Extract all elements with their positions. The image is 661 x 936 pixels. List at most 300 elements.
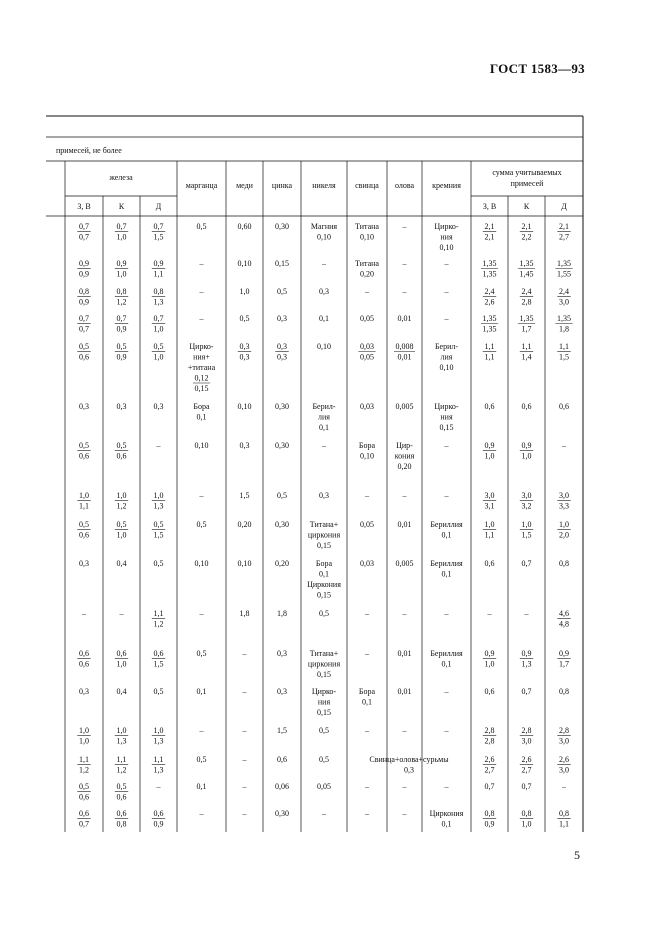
cell-value: 0,005 bbox=[395, 559, 414, 568]
fraction-denominator: 1,0 bbox=[153, 352, 164, 362]
cell-value: Цирко- bbox=[434, 402, 459, 411]
fraction-numerator: 0,3 bbox=[277, 342, 287, 351]
fraction-numerator: 2,8 bbox=[521, 726, 532, 735]
fraction-numerator: 0,5 bbox=[79, 782, 89, 791]
cell-value: 0,6 bbox=[484, 402, 495, 411]
cell-value: – bbox=[402, 222, 407, 231]
fraction-numerator: 2,6 bbox=[559, 755, 569, 764]
cell-value: 0,4 bbox=[116, 559, 127, 568]
fraction-numerator: 1,0 bbox=[79, 726, 89, 735]
fraction-numerator: 0,5 bbox=[116, 520, 127, 529]
cell-value: 0,20 bbox=[275, 559, 289, 568]
cell-value: – bbox=[402, 491, 407, 500]
cell-value: – bbox=[562, 441, 566, 450]
fraction-denominator: 2,6 bbox=[484, 297, 495, 307]
fraction-denominator: 1,2 bbox=[153, 619, 164, 629]
fraction-denominator: 1,5 bbox=[559, 352, 569, 362]
fraction-denominator: 0,9 bbox=[116, 324, 127, 334]
cell-value: 0,15 bbox=[317, 670, 331, 679]
cell-value: 0,10 bbox=[237, 559, 252, 568]
fraction-numerator: 0,6 bbox=[116, 649, 127, 658]
cell-value: – bbox=[444, 259, 449, 268]
cell-value: 0,15 bbox=[317, 590, 331, 600]
fraction-denominator: 4,8 bbox=[559, 619, 569, 629]
cell-value: 0,1 bbox=[441, 819, 452, 829]
fraction-denominator: 0,9 bbox=[116, 352, 127, 362]
fraction-numerator: 0,8 bbox=[79, 287, 89, 296]
column-header-copper: меди bbox=[236, 181, 253, 190]
fraction-numerator: 2,4 bbox=[484, 287, 495, 296]
fraction-numerator: 0,5 bbox=[153, 342, 164, 351]
fraction-numerator: 2,1 bbox=[521, 222, 532, 231]
cell-value: Цирко- bbox=[189, 342, 214, 351]
fraction-numerator: 0,6 bbox=[79, 809, 89, 818]
fraction-denominator: 1,8 bbox=[559, 324, 569, 334]
fraction-numerator: 1,35 bbox=[519, 259, 534, 268]
fraction-numerator: 0,8 bbox=[484, 809, 495, 818]
fraction-numerator: 1,0 bbox=[559, 520, 569, 529]
cell-value: – bbox=[402, 259, 407, 268]
cell-value: ния bbox=[317, 697, 331, 707]
fraction-denominator: 1,0 bbox=[116, 269, 127, 279]
fraction-denominator: 1,3 bbox=[153, 736, 164, 746]
fraction-numerator: 0,12 bbox=[194, 373, 209, 383]
fraction-numerator: 0,9 bbox=[521, 441, 532, 450]
fraction-denominator: 1,0 bbox=[484, 659, 495, 669]
cell-value: 0,10 bbox=[439, 363, 454, 372]
fraction-denominator: 1,5 bbox=[521, 530, 532, 540]
cell-value: – bbox=[444, 287, 449, 296]
cell-value: 0,20 bbox=[360, 269, 374, 279]
cell-value: 0,05 bbox=[360, 314, 374, 323]
cell-value: 0,03 bbox=[360, 559, 374, 568]
cell-value: – bbox=[242, 687, 247, 696]
cell-value: Свинца+олова+сурьмы bbox=[369, 755, 449, 764]
cell-value: +титана bbox=[187, 363, 216, 372]
cell-value: – bbox=[444, 609, 449, 618]
cell-value: 0,3 bbox=[79, 687, 89, 696]
fraction-denominator: 3,0 bbox=[559, 736, 569, 746]
cell-value: 1,8 bbox=[277, 609, 287, 618]
cell-value: 0,01 bbox=[397, 520, 412, 529]
cell-value: 0,6 bbox=[484, 559, 495, 568]
fraction-denominator: 0,9 bbox=[153, 819, 164, 829]
fraction-numerator: 0,5 bbox=[79, 441, 89, 450]
fraction-denominator: 0,6 bbox=[79, 451, 89, 461]
column-header-nickel: никеля bbox=[312, 181, 336, 190]
cell-value: ния+ bbox=[193, 352, 210, 362]
sum-group-header: сумма учитываемых bbox=[492, 168, 562, 177]
cell-value: 0,5 bbox=[239, 314, 250, 323]
cell-value: 0,10 bbox=[317, 342, 331, 351]
fraction-denominator: 1,3 bbox=[521, 659, 532, 669]
cell-value: 0,7 bbox=[521, 782, 532, 791]
fraction-numerator: 2,1 bbox=[559, 222, 569, 231]
cell-value: – bbox=[365, 649, 369, 658]
cell-value: 0,30 bbox=[275, 222, 289, 231]
cell-value: 0,5 bbox=[196, 520, 207, 529]
cell-value: – bbox=[402, 782, 407, 791]
cell-value: Циркония bbox=[307, 580, 341, 589]
fraction-denominator: 1,55 bbox=[557, 269, 571, 279]
impurity-caption: примесей, не более bbox=[56, 146, 122, 155]
cell-value: – bbox=[444, 782, 449, 791]
fraction-denominator: 3,0 bbox=[559, 297, 569, 307]
fraction-denominator: 0,9 bbox=[79, 297, 89, 307]
fraction-denominator: 2,7 bbox=[559, 232, 569, 242]
cell-value: – bbox=[199, 726, 204, 735]
fraction-numerator: 4,6 bbox=[559, 609, 569, 618]
cell-value: 0,6 bbox=[559, 402, 569, 411]
cell-value: 0,3 bbox=[79, 559, 89, 568]
cell-value: 0,10 bbox=[439, 243, 454, 252]
fraction-numerator: 3,0 bbox=[484, 491, 495, 500]
fraction-denominator: 1,0 bbox=[153, 324, 164, 334]
fraction-numerator: 1,1 bbox=[153, 755, 164, 764]
cell-value: – bbox=[322, 259, 326, 268]
cell-value: 0,3 bbox=[153, 402, 164, 411]
cell-value: Цир- bbox=[396, 441, 413, 450]
fraction-numerator: 0,6 bbox=[153, 649, 164, 658]
fraction-denominator: 0,8 bbox=[116, 819, 127, 829]
cell-value: 0,03 bbox=[360, 402, 374, 411]
cell-value: – bbox=[199, 287, 204, 296]
cell-value: циркония bbox=[307, 659, 341, 669]
fraction-denominator: 1,0 bbox=[521, 819, 532, 829]
cell-value: циркония bbox=[307, 530, 341, 540]
fraction-numerator: 2,8 bbox=[559, 726, 569, 735]
fraction-numerator: 1,0 bbox=[116, 726, 127, 735]
fraction-numerator: 1,35 bbox=[482, 314, 497, 323]
cell-value: 0,30 bbox=[275, 809, 289, 818]
column-header-zinc: цинка bbox=[271, 181, 293, 190]
cell-value: – bbox=[199, 609, 204, 618]
cell-value: – bbox=[444, 314, 449, 323]
cell-value: 0,5 bbox=[196, 649, 207, 658]
fraction-denominator: 1,2 bbox=[116, 297, 127, 307]
fraction-denominator: 0,6 bbox=[79, 659, 89, 669]
cell-value: 0,15 bbox=[317, 541, 331, 550]
fraction-denominator: 0,9 bbox=[79, 269, 89, 279]
cell-value: 0,3 bbox=[116, 402, 127, 411]
fraction-denominator: 0,6 bbox=[79, 352, 89, 362]
cell-value: 0,1 bbox=[441, 569, 452, 579]
cell-value: – bbox=[199, 491, 204, 500]
fraction-denominator: 1,1 bbox=[484, 352, 495, 362]
cell-value: 0,5 bbox=[196, 222, 207, 231]
fraction-denominator: 1,3 bbox=[153, 765, 164, 775]
fraction-numerator: 0,9 bbox=[521, 649, 532, 658]
cell-value: – bbox=[444, 491, 449, 500]
cell-value: – bbox=[444, 726, 449, 735]
fraction-numerator: 0,5 bbox=[79, 520, 89, 529]
fraction-denominator: 0,6 bbox=[116, 792, 127, 802]
cell-value: Бора bbox=[358, 687, 376, 696]
cell-value: – bbox=[402, 287, 407, 296]
fraction-denominator: 2,1 bbox=[484, 232, 495, 242]
fraction-numerator: 2,1 bbox=[484, 222, 495, 231]
fraction-numerator: 1,1 bbox=[521, 342, 532, 351]
cell-value: 0,30 bbox=[275, 402, 289, 411]
cell-value: 0,01 bbox=[397, 687, 412, 696]
fraction-numerator: 0,9 bbox=[79, 259, 89, 268]
cell-value: 0,3 bbox=[319, 491, 329, 500]
fraction-numerator: 0,5 bbox=[116, 782, 127, 791]
fraction-denominator: 1,0 bbox=[116, 232, 127, 242]
cell-value: – bbox=[524, 609, 529, 618]
cell-value: 0,10 bbox=[360, 232, 374, 242]
fraction-numerator: 0,7 bbox=[79, 314, 89, 323]
document-code: ГОСТ 1583—93 bbox=[489, 61, 585, 76]
fraction-numerator: 0,7 bbox=[153, 314, 164, 323]
fraction-denominator: 1,2 bbox=[79, 765, 89, 775]
fraction-denominator: 0,7 bbox=[79, 324, 89, 334]
cell-value: 0,15 bbox=[275, 259, 289, 268]
cell-value: – bbox=[156, 782, 161, 791]
column-header-tin: олова bbox=[394, 181, 415, 190]
fraction-numerator: 3,0 bbox=[559, 491, 569, 500]
fraction-numerator: 1,0 bbox=[521, 520, 532, 529]
fraction-denominator: 1,35 bbox=[482, 269, 497, 279]
cell-value: 0,6 bbox=[277, 755, 287, 764]
fraction-denominator: 1,3 bbox=[153, 297, 164, 307]
cell-value: Бериллия bbox=[430, 520, 463, 529]
cell-value: 0,06 bbox=[275, 782, 289, 791]
fraction-denominator: 1,4 bbox=[521, 352, 532, 362]
fraction-numerator: 1,0 bbox=[153, 491, 164, 500]
cell-value: – bbox=[444, 441, 449, 450]
fraction-denominator: 3,1 bbox=[484, 501, 495, 511]
cell-value: ния bbox=[440, 412, 453, 422]
fraction-denominator: 1,0 bbox=[116, 659, 127, 669]
fraction-numerator: 0,03 bbox=[360, 342, 374, 351]
cell-value: ния bbox=[440, 232, 453, 242]
cell-value: 0,1 bbox=[441, 659, 452, 669]
cell-value: 0,1 bbox=[196, 687, 207, 696]
fraction-numerator: 3,0 bbox=[521, 491, 532, 500]
fraction-numerator: 1,0 bbox=[79, 491, 89, 500]
fraction-numerator: 1,1 bbox=[153, 609, 164, 618]
iron-subcol-header: К bbox=[118, 202, 125, 211]
cell-value: 0,6 bbox=[521, 402, 532, 411]
cell-value: – bbox=[156, 441, 161, 450]
fraction-denominator: 0,6 bbox=[79, 530, 89, 540]
fraction-denominator: 0,7 bbox=[79, 232, 89, 242]
fraction-numerator: 0,5 bbox=[79, 342, 89, 351]
fraction-denominator: 3,0 bbox=[559, 765, 569, 775]
fraction-numerator: 0,008 bbox=[395, 342, 414, 351]
fraction-numerator: 2,4 bbox=[521, 287, 532, 296]
sum-subcol-header: З, В bbox=[482, 202, 497, 211]
cell-value: 0,3 bbox=[277, 314, 287, 323]
fraction-numerator: 0,8 bbox=[559, 809, 569, 818]
iron-group-header: железа bbox=[109, 173, 133, 182]
cell-value: Бора bbox=[193, 402, 210, 411]
cell-value: – bbox=[242, 649, 247, 658]
fraction-denominator: 0,3 bbox=[277, 352, 287, 362]
cell-value: – bbox=[487, 609, 492, 618]
cell-value: 0,5 bbox=[196, 755, 207, 764]
fraction-denominator: 1,0 bbox=[116, 530, 127, 540]
fraction-numerator: 1,1 bbox=[116, 755, 127, 764]
fraction-numerator: 0,7 bbox=[116, 314, 127, 323]
fraction-numerator: 2,6 bbox=[521, 755, 532, 764]
cell-value: 0,10 bbox=[360, 451, 374, 461]
fraction-denominator: 0,9 bbox=[484, 819, 495, 829]
cell-value: 0,3 bbox=[79, 402, 89, 411]
cell-value: 0,3 bbox=[319, 287, 329, 296]
cell-value: – bbox=[365, 287, 369, 296]
cell-value: 0,6 bbox=[484, 687, 495, 696]
cell-value: 0,5 bbox=[277, 287, 287, 296]
column-header-silicon: кремния bbox=[432, 181, 461, 190]
cell-value: – bbox=[322, 809, 326, 818]
cell-value: 0,05 bbox=[360, 520, 374, 529]
fraction-denominator: 1,45 bbox=[519, 269, 534, 279]
sum-subcol-header: Д bbox=[561, 202, 567, 211]
cell-value: 1,5 bbox=[239, 491, 250, 500]
cell-value: Бора bbox=[358, 441, 376, 450]
fraction-denominator: 1,2 bbox=[116, 765, 127, 775]
fraction-numerator: 0,8 bbox=[116, 287, 127, 296]
fraction-denominator: 2,8 bbox=[521, 297, 532, 307]
fraction-denominator: 0,7 bbox=[79, 819, 89, 829]
fraction-numerator: 0,6 bbox=[79, 649, 89, 658]
fraction-numerator: 1,1 bbox=[79, 755, 89, 764]
fraction-numerator: 0,9 bbox=[559, 649, 569, 658]
cell-value: 0,3 bbox=[404, 765, 414, 775]
cell-value: – bbox=[199, 809, 204, 818]
fraction-numerator: 0,7 bbox=[153, 222, 164, 231]
cell-value: 0,20 bbox=[237, 520, 252, 529]
fraction-denominator: 3,2 bbox=[521, 501, 532, 511]
cell-value: Берил- bbox=[312, 402, 336, 411]
column-header-lead: свинца bbox=[355, 181, 379, 190]
cell-value: 1,0 bbox=[239, 287, 250, 296]
fraction-numerator: 1,35 bbox=[519, 314, 534, 323]
cell-value: 0,7 bbox=[484, 782, 495, 791]
fraction-denominator: 0,05 bbox=[360, 352, 374, 362]
cell-value: лия bbox=[440, 352, 453, 362]
fraction-denominator: 1,7 bbox=[521, 324, 532, 334]
cell-value: 0,7 bbox=[521, 687, 532, 696]
cell-value: 0,30 bbox=[275, 520, 289, 529]
fraction-denominator: 1,5 bbox=[153, 530, 164, 540]
fraction-numerator: 0,9 bbox=[116, 259, 127, 268]
fraction-numerator: 0,5 bbox=[116, 342, 127, 351]
fraction-denominator: 1,0 bbox=[79, 736, 89, 746]
cell-value: 0,5 bbox=[319, 609, 329, 618]
fraction-denominator: 1,7 bbox=[559, 659, 569, 669]
fraction-numerator: 1,0 bbox=[116, 491, 127, 500]
cell-value: 0,005 bbox=[395, 402, 414, 411]
cell-value: 0,15 bbox=[439, 423, 454, 432]
cell-value: Цирко- bbox=[311, 687, 337, 696]
cell-value: – bbox=[242, 755, 247, 764]
fraction-numerator: 0,7 bbox=[79, 222, 89, 231]
cell-value: – bbox=[365, 491, 369, 500]
fraction-numerator: 0,3 bbox=[239, 342, 250, 351]
cell-value: 0,1 bbox=[362, 697, 372, 707]
fraction-denominator: 2,7 bbox=[521, 765, 532, 775]
cell-value: – bbox=[199, 314, 204, 323]
fraction-denominator: 1,0 bbox=[521, 451, 532, 461]
cell-value: 0,01 bbox=[397, 314, 412, 323]
fraction-numerator: 0,8 bbox=[153, 287, 164, 296]
cell-value: Циркония bbox=[429, 809, 464, 818]
cell-value: 0,5 bbox=[153, 687, 164, 696]
cell-value: – bbox=[365, 782, 369, 791]
fraction-denominator: 1,2 bbox=[116, 501, 127, 511]
fraction-numerator: 0,6 bbox=[153, 809, 164, 818]
fraction-numerator: 0,6 bbox=[116, 809, 127, 818]
cell-value: 0,1 bbox=[196, 412, 207, 422]
cell-value: 0,4 bbox=[116, 687, 127, 696]
sum-subcol-header: К bbox=[523, 202, 530, 211]
fraction-denominator: 1,1 bbox=[559, 819, 569, 829]
cell-value: 0,1 bbox=[319, 314, 329, 323]
fraction-numerator: 1,35 bbox=[482, 259, 497, 268]
cell-value: – bbox=[402, 726, 407, 735]
fraction-numerator: 0,9 bbox=[484, 649, 495, 658]
cell-value: – bbox=[199, 259, 204, 268]
cell-value: – bbox=[365, 609, 369, 618]
cell-value: 0,01 bbox=[397, 649, 412, 658]
fraction-denominator: 1,3 bbox=[116, 736, 127, 746]
fraction-numerator: 0,7 bbox=[116, 222, 127, 231]
cell-value: – bbox=[322, 441, 326, 450]
cell-value: – bbox=[365, 726, 369, 735]
cell-value: 1,8 bbox=[239, 609, 250, 618]
fraction-denominator: 1,5 bbox=[153, 232, 164, 242]
cell-value: – bbox=[119, 609, 124, 618]
fraction-denominator: 1,1 bbox=[484, 530, 495, 540]
cell-value: 0,10 bbox=[237, 402, 252, 411]
fraction-denominator: 2,2 bbox=[521, 232, 532, 242]
cell-value: – bbox=[242, 809, 247, 818]
column-header-manganese: марганца bbox=[185, 181, 218, 190]
cell-value: 0,10 bbox=[317, 232, 331, 242]
cell-value: 0,8 bbox=[559, 687, 569, 696]
sum-group-header-cont: примесей bbox=[510, 179, 544, 188]
fraction-denominator: 1,0 bbox=[484, 451, 495, 461]
cell-value: 0,5 bbox=[319, 755, 329, 764]
cell-value: 0,10 bbox=[237, 259, 252, 268]
fraction-denominator: 0,3 bbox=[239, 352, 250, 362]
cell-value: 0,5 bbox=[319, 726, 329, 735]
fraction-numerator: 0,9 bbox=[153, 259, 164, 268]
cell-value: Титана+ bbox=[309, 649, 339, 658]
fraction-numerator: 1,1 bbox=[484, 342, 495, 351]
cell-value: 0,7 bbox=[521, 559, 532, 568]
cell-value: Бериллия bbox=[430, 559, 463, 568]
cell-value: 0,10 bbox=[194, 441, 209, 450]
cell-value: 0,8 bbox=[559, 559, 569, 568]
fraction-denominator: 1,1 bbox=[79, 501, 89, 511]
fraction-denominator: 2,7 bbox=[484, 765, 495, 775]
iron-subcol-header: З, В bbox=[77, 202, 91, 211]
cell-value: Бора bbox=[315, 559, 333, 568]
fraction-numerator: 1,0 bbox=[484, 520, 495, 529]
cell-value: 0,5 bbox=[153, 559, 164, 568]
cell-value: – bbox=[365, 809, 369, 818]
cell-value: 0,10 bbox=[194, 559, 209, 568]
fraction-denominator: 0,01 bbox=[397, 352, 412, 362]
cell-value: 0,20 bbox=[397, 462, 412, 471]
fraction-denominator: 0,15 bbox=[194, 384, 209, 393]
cell-value: Бериллия bbox=[430, 649, 463, 658]
cell-value: 0,3 bbox=[277, 687, 287, 696]
